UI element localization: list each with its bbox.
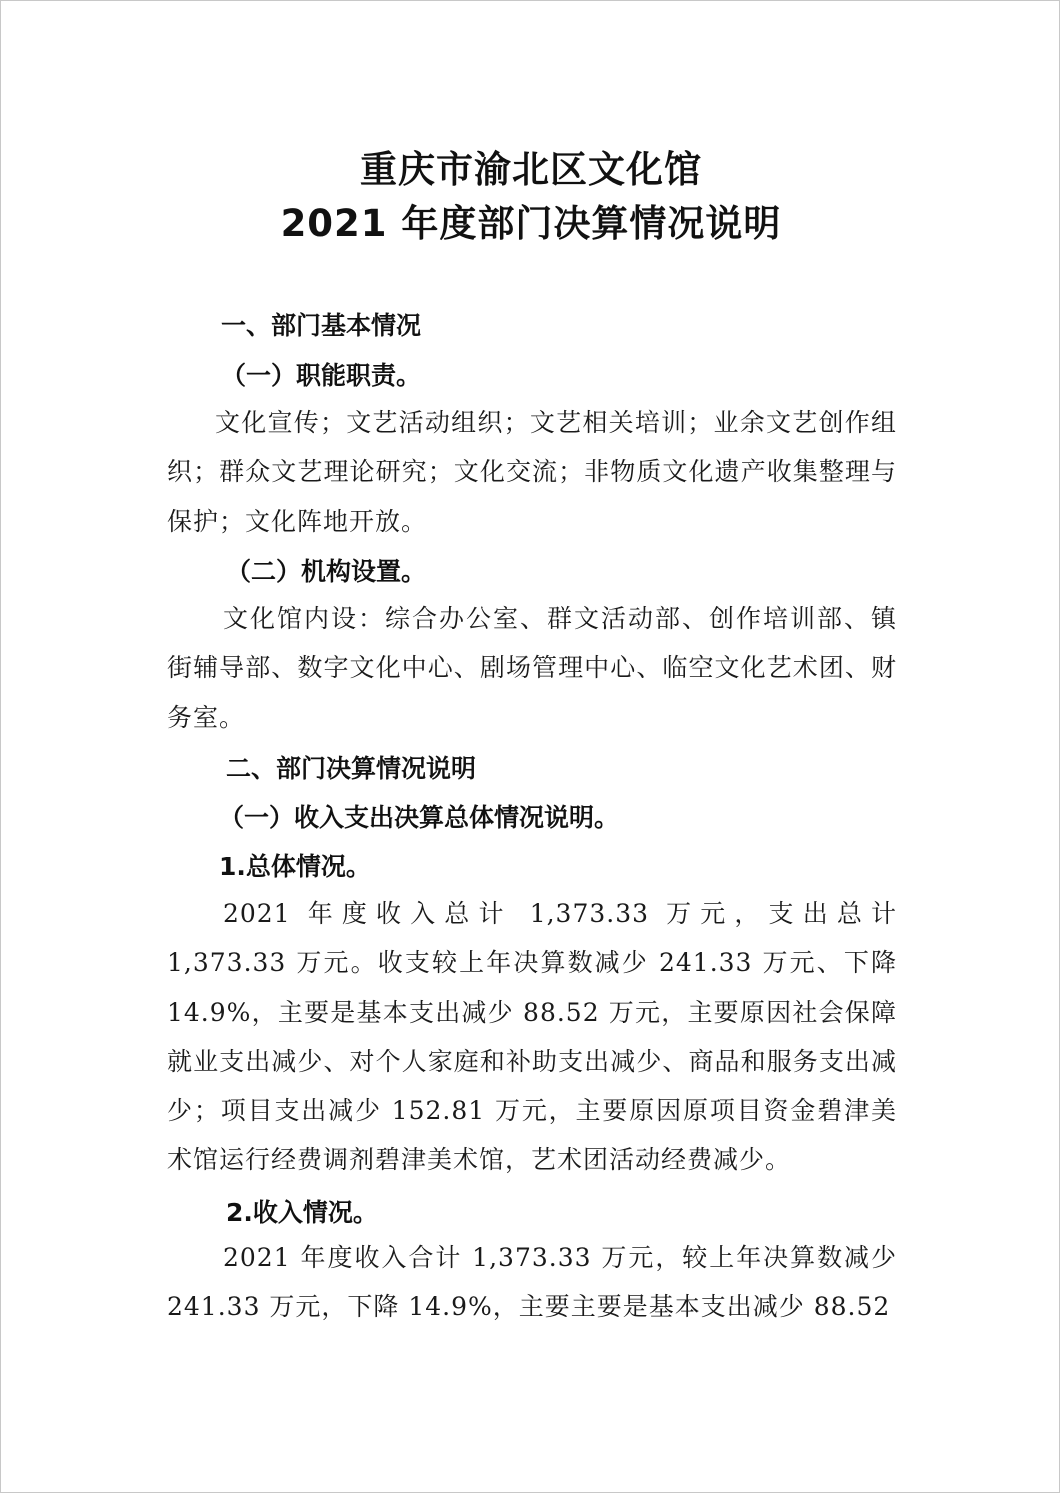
paragraph-income: 2021 年度收入合计 1,373.33 万元，较上年决算数减少 241.33 万元，下降 14.9%，主要主要是基本支出减少 88.52	[167, 1243, 897, 1322]
subheading-income: 2.收入情况。	[226, 1198, 378, 1227]
document-title-line2: 2021 年度部门决算情况说明	[280, 202, 782, 245]
subheading-income-expenditure: （一）收入支出决算总体情况说明。	[219, 803, 620, 832]
section-heading-final-accounts: 二、部门决算情况说明	[226, 754, 477, 783]
paragraph-overall: 2021 年度收入总计 1,373.33 万元，支出总计 1,373.33 万元。收支较上年决算数减少 241.33 万元、下降 14.9%，主要是基本支出减少 88.52 万元，主要原因社会保障就业支出减少、对个人家庭和补助支出减少、商品和服务支出减少；项目支出减少 152.81 万元，主要原因原项目资金碧津美术馆运行经费调剂碧津美术馆，艺术团活动经费减少。	[167, 899, 897, 1175]
document-title-line1: 重庆市渝北区文化馆	[360, 148, 702, 191]
subheading-overall: 1.总体情况。	[219, 852, 371, 881]
paragraph-organization: 文化馆内设：综合办公室、群文活动部、创作培训部、镇街辅导部、数字文化中心、剧场管理中心、临空文化艺术团、财务室。	[167, 604, 897, 732]
subheading-functions: （一）职能职责。	[221, 361, 422, 390]
section-heading-basic-info: 一、部门基本情况	[221, 311, 422, 340]
subheading-organization: （二）机构设置。	[226, 557, 427, 586]
paragraph-functions: 文化宣传；文艺活动组织；文艺相关培训；业余文艺创作组织；群众文艺理论研究；文化交流；非物质文化遗产收集整理与保护；文化阵地开放。	[167, 408, 897, 536]
